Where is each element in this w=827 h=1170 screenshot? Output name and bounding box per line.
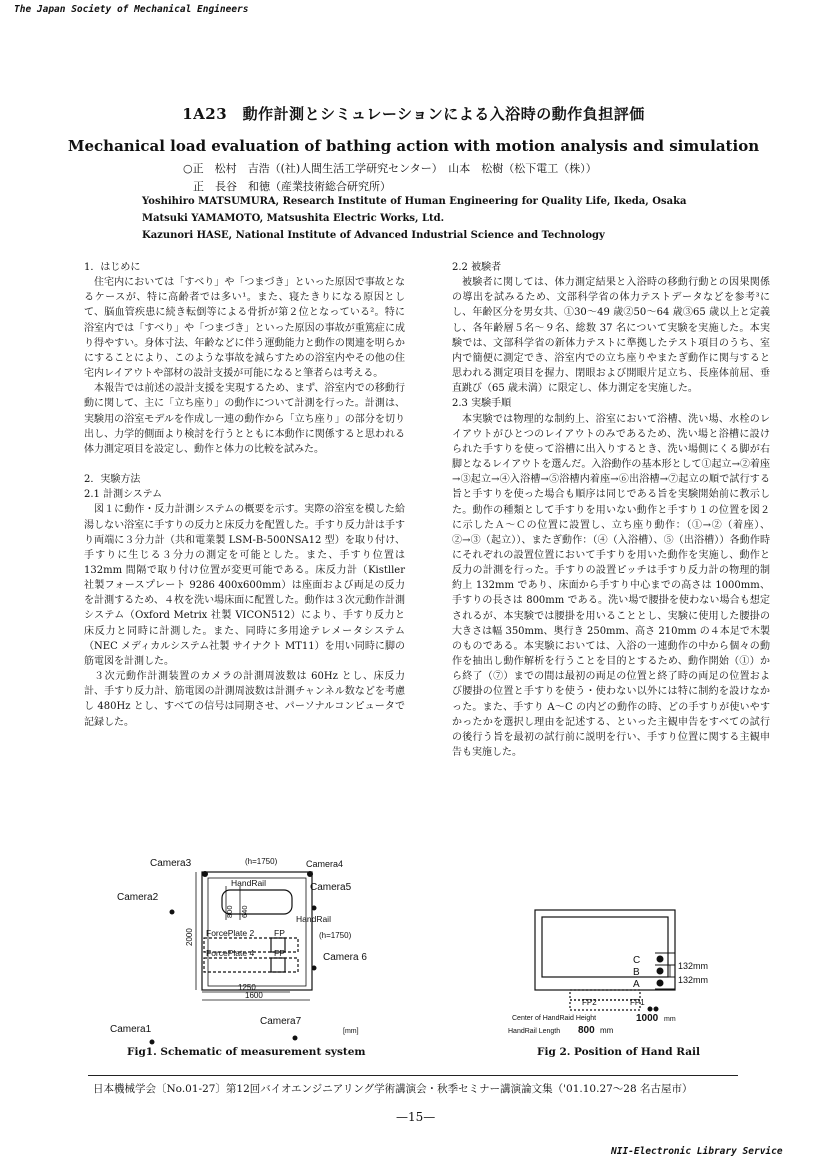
label-camera5: Camera5 [310,882,352,893]
figure-1-caption: Fig1. Schematic of measurement system [127,1046,366,1058]
dim-2000: 2000 [185,928,194,946]
section-heading: 2．実験方法 [84,474,141,486]
label-position-c: C [633,955,641,966]
footer-rule [88,1075,738,1076]
unit-handrail-height: mm [664,1016,676,1023]
label-camera2: Camera2 [117,892,159,903]
label-pitch-2: 132mm [678,975,709,985]
label-handrail-height: Center of HandRaid Height [512,1015,597,1022]
label-camera3: Camera3 [150,858,192,869]
label-h1750-side: (h=1750) [319,931,352,940]
society-header: The Japan Society of Mechanical Engineers [14,4,249,15]
value-handrail-length: 800 [578,1025,595,1036]
label-camera6: Camera 6 [323,952,367,963]
spacer [84,457,405,472]
subsection-heading: 2.2 被験者 [452,262,502,273]
paragraph: 被験者に関しては、体力測定結果と入浴時の移動行動との因果関係の導出を試みるため、文部科学省の体力テストデータなどを参考³にし、年齢区分を男女共、①30〜49 歳②50〜64 歳③65 歳以上と定義し、各年齢層５名〜９名、総数 37 名について実験を実施した。本実験では、文部科学省の新体力テストに準拠したテスト項目のうち、室内で簡便に測定でき、浴室内での立ち座りやまたぎ動作に関与すると思われる測定項目を握力、閉眼および開眼片足立ち、長座体前屈、垂直跳び（65 歳未満）に限定し、体力測定を実施した。 [452,277,770,395]
label-forceplate-4: ForcePlate 4 [206,948,255,958]
label-camera4: Camera4 [306,859,344,869]
label-fp-4: FP [274,948,285,958]
label-forceplate-2: ForcePlate 2 [206,928,255,938]
paragraph: 図１に動作・反力計測システムの概要を示す。実際の浴室を模した給湯しない浴室に手すりの反力と床反力を配置した。手すり反力計は手すり両端に３分力計（共和電業製 LSM-B-500NSA12 型）を取り付け、手すりに生じる３分力の測定を可能とした。また、手すり位置は 132mm 間隔で取り付け位置が変更可能である。床反力計（Kistller 社製フォースプレート 9286 400x600mm）は座面および両足の反力を計測するため、４枚を洗い場床面に配置した。動作は３次元動作計測システム（Oxford Metrix 社製 VICON512）により、手すり反力と床反力と同時に計測した。また、同時に多用途テレメータシステム（NEC メディカルシステム社製 サイナクト MT11）を用い同時に脚の筋電図を計測した。 [84,504,405,667]
paragraph: 本報告では前述の設計支援を実現するため、まず、浴室内での移動行動に関して、主に「立ち座り」の動作について計測を行った。計測は、実験用の浴室モデルを作成し一連の動作から「立ち座り」の部分を切り出し、力学的側面より検討を行うとともに本動作に関係すると思われる体力測定項目を設定し、動作と体力の比較を試みた。 [84,383,405,455]
right-column [452,260,770,760]
label-fp2: FP2 [582,998,597,1007]
paper-title-ja: 1A23 動作計測とシミュレーションによる入浴時の動作負担評価 [182,105,645,123]
label-handrail-top: HandRail [231,878,266,888]
figure-2-caption: Fig 2. Position of Hand Rail [537,1046,700,1058]
paragraph: ３次元動作計測装置のカメラの計測周波数は 60Hz とし、床反力計、手すり反力計、筋電図の計測周波数は計測チャンネル数などを考慮し 480Hz とし、すべての信号は同期させ、パーソナルコンピュータで記録した。 [84,671,405,728]
figure-2-handrail-position [500,905,740,1037]
unit-handrail-length: mm [600,1026,614,1035]
dim-1600: 1600 [245,991,263,1000]
paper-title-en: Mechanical load evaluation of bathing action with motion analysis and simulation [67,137,760,155]
author-en-2: Matsuki YAMAMOTO, Matsushita Electric Works, Ltd. [142,213,445,224]
section-heading: 1．はじめに [84,262,141,273]
left-column [84,260,405,730]
author-en-3: Kazunori HASE, National Institute of Advanced Industrial Science and Technology [142,230,605,241]
paragraph: 本実験では物理的な制約上、浴室において浴槽、洗い場、水栓のレイアウトがひとつのレイアウトのみであるため、洗い場と浴槽に設けられた手すりを使って浴槽に出入りするとき、洗い場側にくる脚が右脚となるレイアウトを選んだ。入浴動作の基本形として①起立→②着座→③起立→④入浴槽→⑤浴槽内着座→⑥出浴槽→⑦起立の順で試行する旨と手すりを使った場合も順序は同じである旨を実験開始前に教示した。動作の種類として手すりを用いない動作と手すり１の位置を図２に示したＡ〜Ｃの位置に設置し、立ち座り動作：（①→②（着座）、②→③（起立））、またぎ動作：（④（入浴槽）、⑤（出浴槽））各動作時にそれぞれの設置位置において手すりを用いた動作を実施し、動作と反力の計測を行った。手すりの設置ピッチは手すり反力計の物理的制約上 132mm であり、床面から手すり中心までの高さは 1000mm、手すりの長さは 800mm である。洗い場で腰掛を使わない場合も想定されるが、本実験では腰掛を用いることとし、実験に使用した腰掛の大きさは幅 350mm、奥行き 250mm、高さ 210mm の４本足で木製のものである。本実験においては、入浴の一連動作の中から個々の動作を抽出し動作解析を行うことを目的とするため、動作開始（①）から終了（⑦）までの間は最初の両足の位置と終了時の両足の位置および腰掛の位置と手すりを使う・使わない以外には特に制約を設けなかった。また、手すり A〜C の内どの動作の時、どの手すりが使いやすかったかを選択し理由を記述する、といった主観申告をすべての試行の後行う旨を最初の試行前に説明を行い、手すり位置に関する主観申告も実施した。 [452,413,770,758]
label-position-a: A [633,979,640,990]
paragraph: 住宅内においては「すべり」や「つまづき」といった原因で事故となるケースが、特に高齢者では多い¹。また、寝たきりになる原因として、脳血管疾患に続き転倒等による骨折が第２位となっている²。特に浴室内では「すべり」や「つまづき」といった原因の事故が重篤症に成り得やすい。身体寸法、年齢などに伴う運動能力と動作の関連を明らかにすることにより、このような事故を減らすための浴室内やその他の住宅内レイアウトや部材の設計支援が可能になると筆者らは考える。 [84,277,405,380]
label-fp1: FP1 [630,998,645,1007]
label-camera7: Camera7 [260,1016,302,1027]
label-unit-mm: [mm] [343,1028,359,1035]
label-position-b: B [633,967,640,978]
value-handrail-height: 1000 [636,1013,659,1024]
label-pitch-1: 132mm [678,961,709,971]
label-camera1: Camera1 [110,1024,152,1035]
label-fp-2: FP [274,928,285,938]
author-en-1: Yoshihiro MATSUMURA, Research Institute of Human Engineering for Quality Life, Ikeda, Osaka [142,196,687,207]
dim-1250: 1250 [238,983,256,992]
label-h1750-top: (h=1750) [245,857,278,866]
proceedings-footer: 日本機械学会〔No.01-27〕第12回バイオエンジニアリング学術講演会・秋季セミナー講演論文集（'01.10.27〜28 名古屋市） [93,1083,693,1095]
label-handrail-side: HandRail [296,914,331,924]
authors-ja-line2: 正 長谷 和徳（産業技術総合研究所） [193,180,391,193]
dim-800: 800 [225,905,234,918]
service-footer: NII-Electronic Library Service [611,1146,783,1157]
subsection-heading: 2.3 実験手順 [452,398,512,410]
label-handrail-length: HandRail Length [508,1028,561,1035]
subsection-heading: 2.1 計測システム [84,489,163,501]
dim-640: 640 [240,905,249,918]
page-number: —15— [396,1110,436,1124]
authors-ja-line1: ○正 松村 吉浩（(社)人間生活工学研究センター） 山本 松樹（松下電工（株）） [183,162,597,175]
figure-1-schematic [110,850,410,1045]
